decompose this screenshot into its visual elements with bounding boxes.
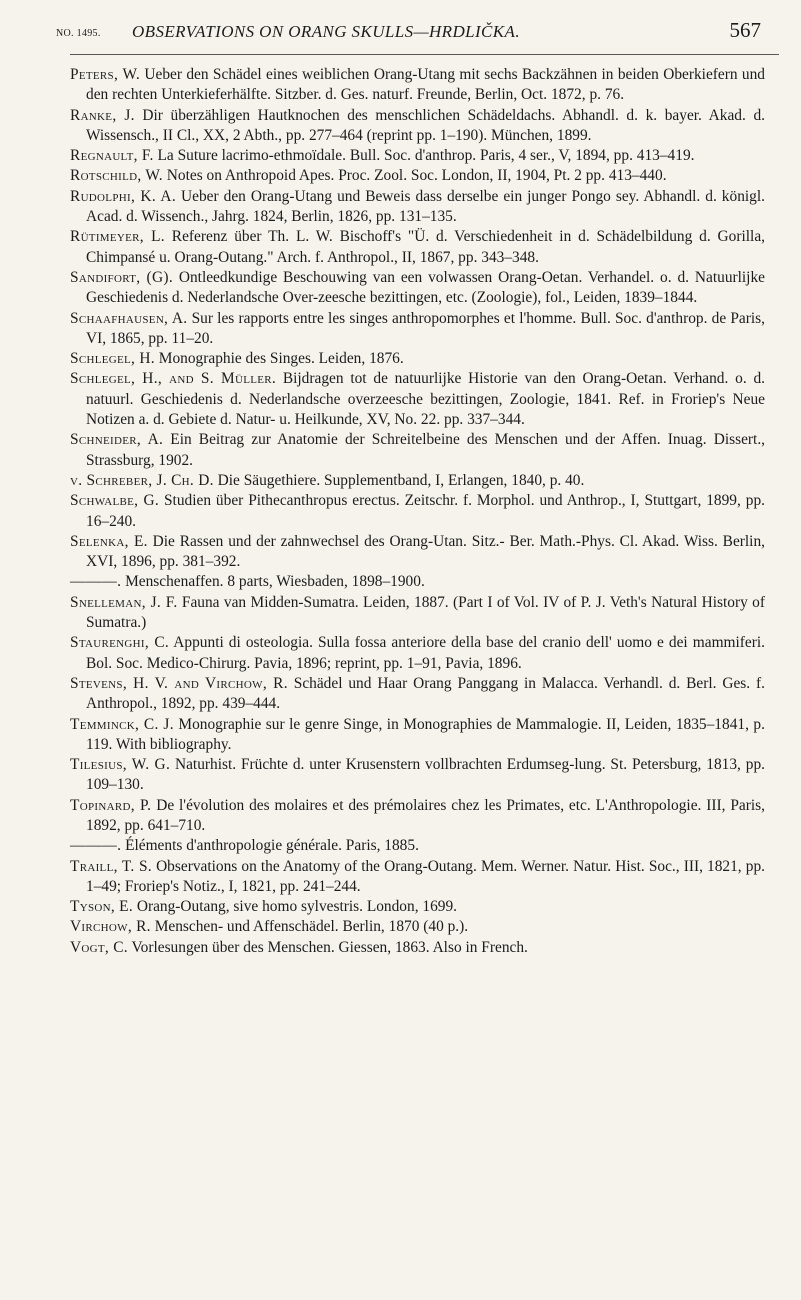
reference-author: Rudolphi, K. A.	[70, 187, 176, 205]
reference-entry	[70, 572, 765, 592]
reference-text: Studien über Pithecanthropus erectus. Zeitschr. f. Morphol. und Anthrop., I, Stuttgart, 1899, pp. 16–240.	[86, 492, 766, 530]
reference-text: Éléments d'anthropologie générale. Paris, 1885.	[121, 837, 419, 855]
reference-entry	[70, 715, 765, 756]
reference-entry	[70, 471, 765, 491]
reference-entry	[70, 897, 765, 917]
reference-text: Ein Beitrag zur Anatomie der Schreitelbeine des Menschen und der Affen. Inuag. Dissert., Strassburg, 1902.	[86, 431, 766, 469]
reference-author: Tyson, E.	[70, 898, 133, 916]
reference-author: Peters, W.	[70, 66, 141, 83]
running-head	[56, 14, 779, 55]
reference-author: Virchow, R.	[70, 918, 151, 936]
reference-author: Rotschild, W.	[70, 167, 163, 185]
reference-author: Topinard, P.	[70, 796, 152, 814]
reference-author: Schaafhausen, A.	[70, 309, 188, 327]
reference-author: Rütimeyer, L.	[70, 228, 165, 246]
reference-author: Selenka, E.	[70, 532, 148, 550]
reference-author: Sandifort, (G).	[70, 268, 173, 286]
reference-author: v. Schreber, J. Ch. D.	[70, 471, 214, 489]
reference-text: Menschen- und Affenschädel. Berlin, 1870 (40 p.).	[150, 918, 469, 936]
reference-text: La Suture lacrimo-ethmoïdale. Bull. Soc. d'anthrop. Paris, 4 ser., V, 1894, pp. 413–419.	[153, 147, 695, 165]
reference-entry	[70, 146, 765, 166]
reference-entry	[70, 674, 765, 715]
reference-author: Schlegel, H.	[70, 350, 155, 368]
reference-author: Stevens, H. V. and Virchow, R.	[70, 674, 288, 692]
reference-text: Sur les rapports entre les singes anthropomorphes et l'homme. Bull. Soc. d'anthrop. de Paris, VI, 1865, pp. 11–20.	[86, 309, 765, 347]
issue-number: NO. 1495.	[56, 28, 101, 39]
reference-entry	[70, 796, 765, 837]
reference-text: Notes on Anthropoid Apes. Proc. Zool. Soc. London, II, 1904, Pt. 2 pp. 413–440.	[162, 167, 667, 185]
reference-author: Schneider, A.	[70, 431, 164, 449]
reference-author: Traill, T. S.	[70, 857, 152, 875]
reference-entry	[70, 857, 765, 898]
reference-text: Menschenaffen. 8 parts, Wiesbaden, 1898–1900.	[121, 573, 425, 591]
reference-entry	[70, 491, 765, 532]
reference-entry	[70, 166, 765, 186]
reference-author: Staurenghi, C.	[70, 634, 170, 652]
reference-text: De l'évolution des molaires et des prémolaires chez les Primates, etc. L'Anthropologie. III, Paris, 1892, pp. 641–710.	[86, 796, 765, 834]
reference-author: ———.	[70, 837, 122, 855]
reference-author: Ranke, J.	[70, 106, 135, 124]
reference-entry	[70, 187, 765, 228]
reference-text: Schädel und Haar Orang Panggang in Malacca. Verhandl. d. Berl. Ges. f. Anthropol., 1892, pp. 439–444.	[86, 674, 765, 713]
page-number: 567	[729, 18, 761, 42]
reference-text: Dir überzähligen Hautknochen des menschlichen Schädeldachs. Abhandl. d. k. bayer. Akad. d. Wissensch., II Cl., XX, 2 Abth., pp. 277–464 (reprint pp. 1–190). München, 1899.	[86, 106, 765, 144]
reference-entry	[70, 633, 765, 674]
reference-text: Die Rassen und der zahnwechsel des Orang-Utan. Sitz.- Ber. Math.-Phys. Cl. Akad. Wiss. Berlin, XVI, 1896, pp. 381–392.	[86, 532, 766, 571]
reference-author: Schwalbe, G.	[70, 492, 160, 510]
reference-entry	[70, 836, 765, 856]
reference-entry	[70, 593, 765, 634]
reference-entry	[70, 227, 765, 268]
reference-entry	[70, 532, 765, 573]
reference-list	[70, 65, 779, 958]
reference-text: Naturhist. Früchte d. unter Krusenstern vollbrachten Erdumseg-lung. St. Petersburg, 1813, pp. 109–130.	[86, 756, 765, 794]
reference-text: Die Säugethiere. Supplementband, I, Erlangen, 1840, p. 40.	[213, 471, 585, 489]
reference-text: Referenz über Th. L. W. Bischoff's "Ü. d. Verschiedenheit in d. Schädelbildung d. Gorilla, Chimpansé u. Orang-Outang." Arch. f. Anthropol., II, 1867, pp. 343–348.	[86, 228, 765, 266]
reference-entry	[70, 369, 765, 430]
reference-entry	[70, 106, 765, 147]
reference-author: Regnault, F.	[70, 147, 154, 165]
reference-author: ———.	[70, 573, 122, 591]
reference-text: Bijdragen tot de natuurlijke Historie van den Orang-Oetan. Verhand. o. d. natuurl. Geschiedenis d. Nederlandsche overzeesche bezittingen, Zoologie, 1841. Ref. in Froriep's Neue Notizen a. d. Gebiete d. Natur- u. Heilkunde, XV, No. 22. pp. 337–344.	[86, 370, 765, 429]
reference-entry	[70, 755, 765, 796]
reference-author: Tilesius, W. G.	[70, 756, 171, 774]
reference-text: Fauna van Midden-Sumatra. Leiden, 1887. (Part I of Vol. IV of P. J. Veth's Natural History of Sumatra.)	[86, 593, 766, 632]
reference-author: Temminck, C. J.	[70, 715, 174, 733]
reference-entry	[70, 917, 765, 937]
reference-text: Monographie sur le genre Singe, in Monographies de Mammalogie. II, Leiden, 1835–1841, p. 119. With bibliography.	[86, 715, 765, 753]
reference-entry	[70, 349, 765, 369]
reference-entry	[70, 268, 765, 309]
reference-text: Orang-Outang, sive homo sylvestris. London, 1699.	[133, 898, 458, 916]
reference-text: Ueber den Schädel eines weiblichen Orang-Utang mit sechs Backzähnen in beiden Oberkiefern und den rechten Unterkieferhälfte. Sitzber. d. Ges. naturf. Freunde, Berlin, Oct. 1872, p. 76.	[86, 66, 765, 104]
reference-author: Snelleman, J. F.	[70, 593, 178, 611]
reference-entry	[70, 430, 765, 471]
running-title: OBSERVATIONS ON ORANG SKULLS—HRDLIČKA.	[132, 22, 520, 41]
reference-author: Vogt, C.	[70, 938, 128, 956]
reference-text: Vorlesungen über des Menschen. Giessen, 1863. Also in French.	[127, 938, 528, 956]
reference-text: Appunti di osteologia. Sulla fossa anteriore della base del cranio dell' uomo e dei mammiferi. Bol. Soc. Medico-Chirurg. Pavia, 1896; reprint, pp. 1–91, Pavia, 1896.	[86, 634, 765, 672]
reference-entry	[70, 65, 765, 106]
reference-text: Observations on the Anatomy of the Orang-Outang. Mem. Werner. Natur. Hist. Soc., III, 1821, pp. 1–49; Froriep's Notiz., I, 1821, pp. 241–244.	[86, 857, 765, 895]
reference-text: Ueber den Orang-Utang und Beweis dass derselbe ein junger Pongo sey. Abhandl. d. königl. Acad. d. Wissench., Jahrg. 1824, Berlin, 1826, pp. 131–135.	[86, 187, 765, 226]
reference-author: Schlegel, H., and S. Müller.	[70, 370, 277, 388]
reference-entry	[70, 309, 765, 350]
reference-entry	[70, 938, 765, 958]
reference-text: Ontleedkundige Beschouwing van een volwassen Orang-Oetan. Verhandel. o. d. Natuurlijke Geschiedenis d. Nederlandsche Over-zeesche bezittingen, etc. (Zoologie), fol., Leiden, 1839–1844.	[86, 268, 765, 307]
reference-text: Monographie des Singes. Leiden, 1876.	[154, 350, 404, 368]
